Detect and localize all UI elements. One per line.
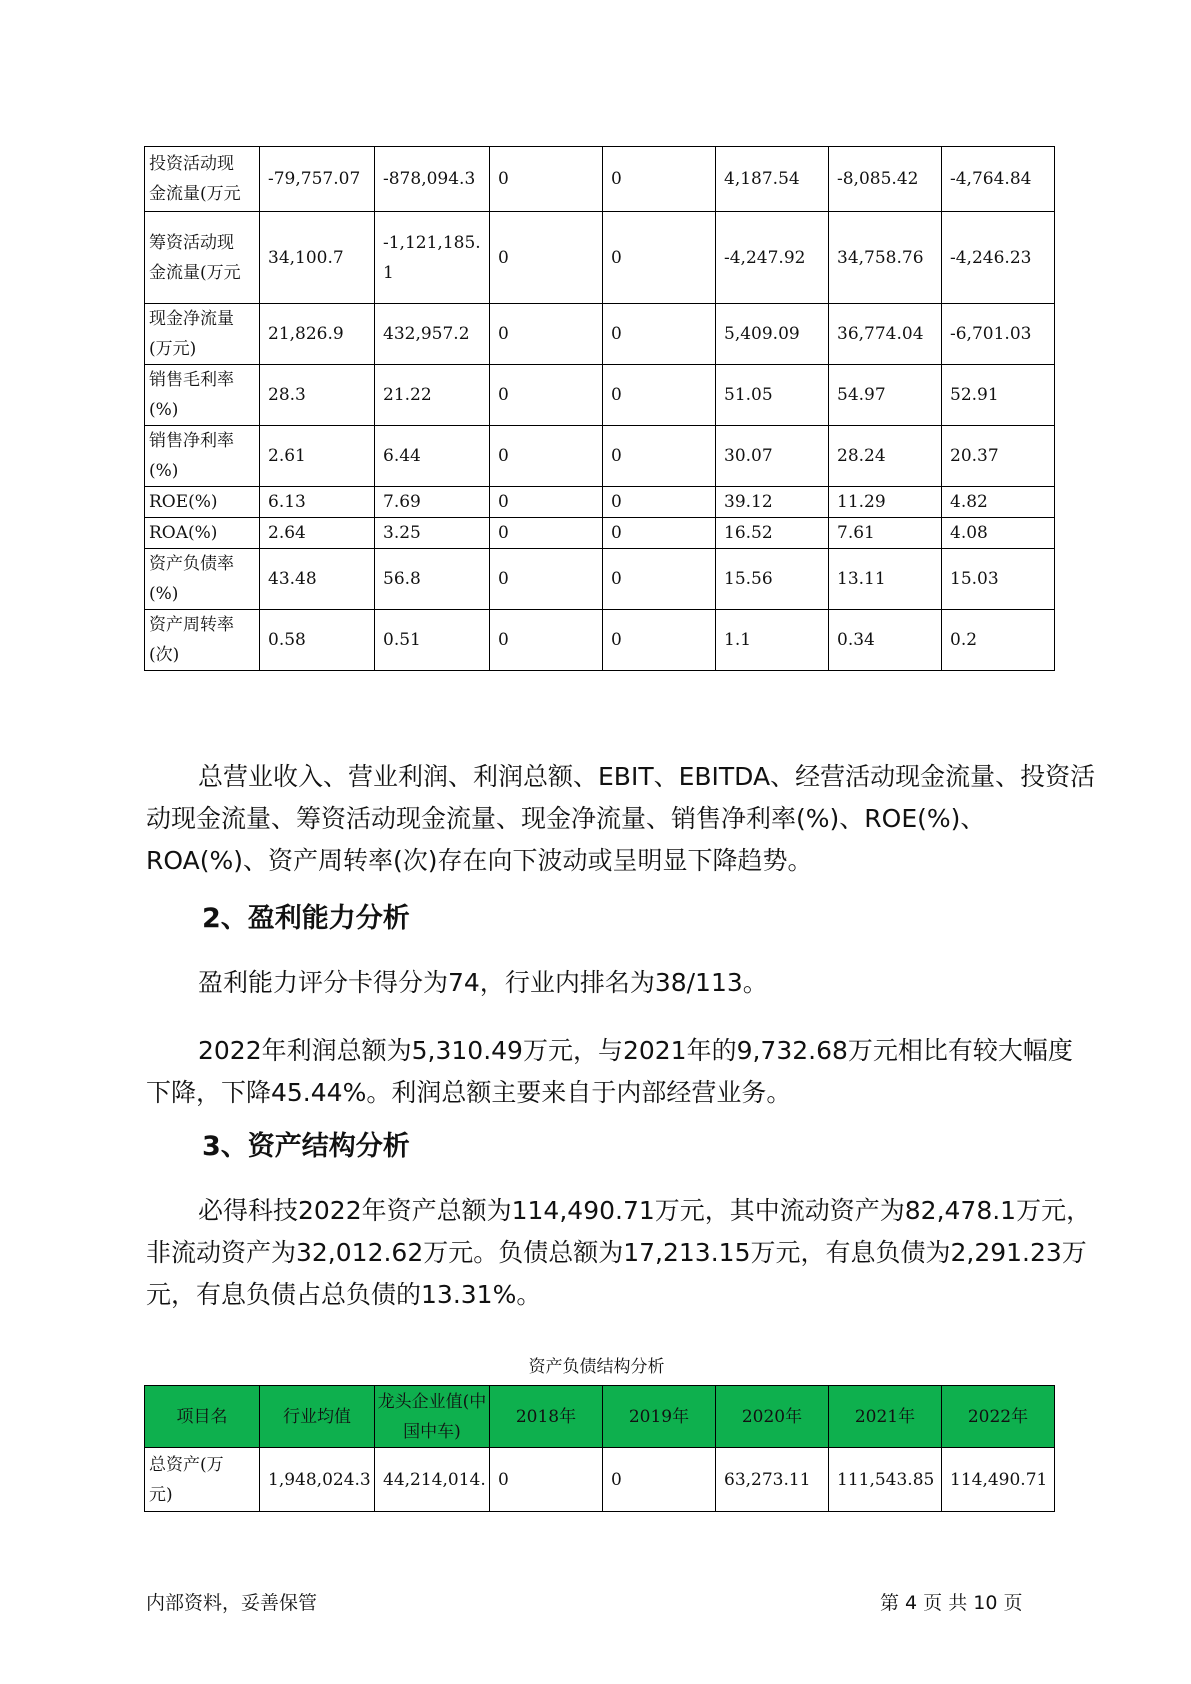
table-cell: 2.64 xyxy=(260,518,375,549)
table-cell: 44,214,014. xyxy=(375,1448,490,1512)
row-label-line: 金流量(万元 xyxy=(149,184,241,204)
table-row xyxy=(145,365,1055,426)
table-row xyxy=(145,147,1055,212)
balance-structure-table xyxy=(144,1385,1055,1512)
table-cell: 0 xyxy=(603,212,716,304)
table-cell: 0 xyxy=(490,212,603,304)
footer-page-number: 第 4 页 共 10 页 xyxy=(880,1592,1023,1614)
financial-metrics-table xyxy=(144,146,1055,671)
table-cell: 0 xyxy=(603,426,716,487)
table-cell: 4.08 xyxy=(942,518,1055,549)
table-cell: 11.29 xyxy=(829,487,942,518)
row-label-line: (次) xyxy=(149,645,180,665)
row-label-line: 销售净利率 xyxy=(149,431,234,451)
table-cell: 0 xyxy=(603,1448,716,1512)
table-cell: 0.34 xyxy=(829,610,942,671)
row-label-line: 销售毛利率 xyxy=(149,370,234,390)
table-caption: 资产负债结构分析 xyxy=(528,1357,665,1377)
row-label-cell xyxy=(145,426,260,487)
profit-total-paragraph: 2022年利润总额为5,310.49万元，与2021年的9,732.68万元相比有较大幅度下降，下降45.44%。利润总额主要来自于内部经营业务。 xyxy=(146,1036,1073,1107)
table-cell: 36,774.04 xyxy=(829,304,942,365)
table-cell: 63,273.11 xyxy=(716,1448,829,1512)
table-cell: 28.3 xyxy=(260,365,375,426)
row-label-line: (万元) xyxy=(149,339,197,359)
table-cell: 3.25 xyxy=(375,518,490,549)
table-cell: 21.22 xyxy=(375,365,490,426)
table-row xyxy=(145,610,1055,671)
asset-structure-paragraph: 必得科技2022年资产总额为114,490.71万元，其中流动资产为82,478.1万元，非流动资产为32,012.62万元。负债总额为17,213.15万元，有息负债为2,291.23万元，有息负债占总负债的13.31%。 xyxy=(146,1196,1092,1309)
table-cell: -79,757.07 xyxy=(260,147,375,212)
table-cell: 0 xyxy=(490,518,603,549)
row-label-cell xyxy=(145,487,260,518)
table-cell: 0 xyxy=(603,549,716,610)
column-header: 2021年 xyxy=(829,1386,942,1448)
row-label-cell xyxy=(145,518,260,549)
table-cell: 0.2 xyxy=(942,610,1055,671)
row-label-line: 投资活动现 xyxy=(149,154,234,174)
row-label-line: 金流量(万元 xyxy=(149,262,241,283)
row-label-cell xyxy=(145,1448,260,1512)
table-row xyxy=(145,304,1055,365)
table-cell: 0 xyxy=(490,365,603,426)
table-cell: 52.91 xyxy=(942,365,1055,426)
row-label-line: 现金净流量 xyxy=(149,309,234,329)
table-row xyxy=(145,426,1055,487)
row-label-cell xyxy=(145,549,260,610)
table-cell: 15.03 xyxy=(942,549,1055,610)
table-cell: 0 xyxy=(603,304,716,365)
table-cell: 5,409.09 xyxy=(716,304,829,365)
table-cell: 0 xyxy=(490,487,603,518)
table-cell: 28.24 xyxy=(829,426,942,487)
table-cell: 0 xyxy=(490,610,603,671)
row-label-line: ROE(%) xyxy=(149,492,218,512)
row-label-cell xyxy=(145,610,260,671)
table-cell: 0 xyxy=(603,487,716,518)
table-cell: -878,094.3 xyxy=(375,147,490,212)
row-label-line: 筹资活动现 xyxy=(149,232,234,253)
row-label-cell xyxy=(145,147,260,212)
table-cell: 54.97 xyxy=(829,365,942,426)
table-cell: 51.05 xyxy=(716,365,829,426)
table-cell: 30.07 xyxy=(716,426,829,487)
row-label-cell xyxy=(145,304,260,365)
section-heading-profitability: 2、盈利能力分析 xyxy=(202,903,410,934)
table-cell: 34,100.7 xyxy=(260,212,375,304)
table-cell: -4,246.23 xyxy=(942,212,1055,304)
table-row xyxy=(145,518,1055,549)
table-cell: 111,543.85 xyxy=(829,1448,942,1512)
column-header: 项目名 xyxy=(145,1386,260,1448)
row-label-line: 总资产(万 xyxy=(149,1454,224,1475)
table-cell: -1,121,185.1 xyxy=(375,212,490,304)
footer-confidential-note: 内部资料，妥善保管 xyxy=(146,1592,318,1614)
table-cell: 0.51 xyxy=(375,610,490,671)
table-cell: 0 xyxy=(490,147,603,212)
column-header: 2018年 xyxy=(490,1386,603,1448)
row-label-line: (%) xyxy=(149,584,179,604)
table-cell: 0 xyxy=(603,147,716,212)
row-label-line: (%) xyxy=(149,461,179,481)
table-cell: 39.12 xyxy=(716,487,829,518)
table-cell: 15.56 xyxy=(716,549,829,610)
section-heading-asset-structure: 3、资产结构分析 xyxy=(202,1131,410,1162)
table-cell: 4,187.54 xyxy=(716,147,829,212)
table-cell: 0.58 xyxy=(260,610,375,671)
table-cell: -4,764.84 xyxy=(942,147,1055,212)
table-cell: 6.13 xyxy=(260,487,375,518)
table-cell: 7.61 xyxy=(829,518,942,549)
column-header: 2020年 xyxy=(716,1386,829,1448)
table-cell: 2.61 xyxy=(260,426,375,487)
table-cell: 7.69 xyxy=(375,487,490,518)
row-label-line: (%) xyxy=(149,400,179,420)
table-cell: 0 xyxy=(490,426,603,487)
table-cell: 4.82 xyxy=(942,487,1055,518)
table-cell: 0 xyxy=(603,365,716,426)
table-cell: -6,701.03 xyxy=(942,304,1055,365)
table-cell: 34,758.76 xyxy=(829,212,942,304)
table-cell: 432,957.2 xyxy=(375,304,490,365)
table-row xyxy=(145,487,1055,518)
table-cell: 0 xyxy=(490,1448,603,1512)
table-cell: 56.8 xyxy=(375,549,490,610)
table-cell: -4,247.92 xyxy=(716,212,829,304)
table-cell: 6.44 xyxy=(375,426,490,487)
table-cell: 0 xyxy=(603,518,716,549)
table-cell: 21,826.9 xyxy=(260,304,375,365)
column-header: 行业均值 xyxy=(260,1386,375,1448)
table-row xyxy=(145,549,1055,610)
table-cell: 0 xyxy=(490,304,603,365)
table-cell: 0 xyxy=(490,549,603,610)
row-label-line: 资产负债率 xyxy=(149,554,234,574)
row-label-cell xyxy=(145,212,260,304)
table-cell: 20.37 xyxy=(942,426,1055,487)
column-header: 龙头企业值(中国中车) xyxy=(375,1386,490,1448)
table-row xyxy=(145,1448,1055,1512)
column-header: 2019年 xyxy=(603,1386,716,1448)
trend-summary-paragraph: 总营业收入、营业利润、利润总额、EBIT、EBITDA、经营活动现金流量、投资活动现金流量、筹资活动现金流量、现金净流量、销售净利率(%)、ROE(%)、ROA(%)、资产周转率(次)存在向下波动或呈明显下降趋势。 xyxy=(146,762,1096,875)
column-header: 2022年 xyxy=(942,1386,1055,1448)
row-label-line: ROA(%) xyxy=(149,523,218,543)
table-header-row xyxy=(145,1386,1055,1448)
row-label-cell xyxy=(145,365,260,426)
table-cell: 16.52 xyxy=(716,518,829,549)
table-cell: 1,948,024.3 xyxy=(260,1448,375,1512)
table-cell: -8,085.42 xyxy=(829,147,942,212)
row-label-line: 资产周转率 xyxy=(149,615,234,635)
row-label-line: 元) xyxy=(149,1484,173,1505)
table-cell: 114,490.71 xyxy=(942,1448,1055,1512)
profitability-score-paragraph: 盈利能力评分卡得分为74，行业内排名为38/113。 xyxy=(198,968,768,997)
table-row xyxy=(145,212,1055,304)
table-cell: 43.48 xyxy=(260,549,375,610)
table-cell: 13.11 xyxy=(829,549,942,610)
table-cell: 0 xyxy=(603,610,716,671)
table-cell: 1.1 xyxy=(716,610,829,671)
